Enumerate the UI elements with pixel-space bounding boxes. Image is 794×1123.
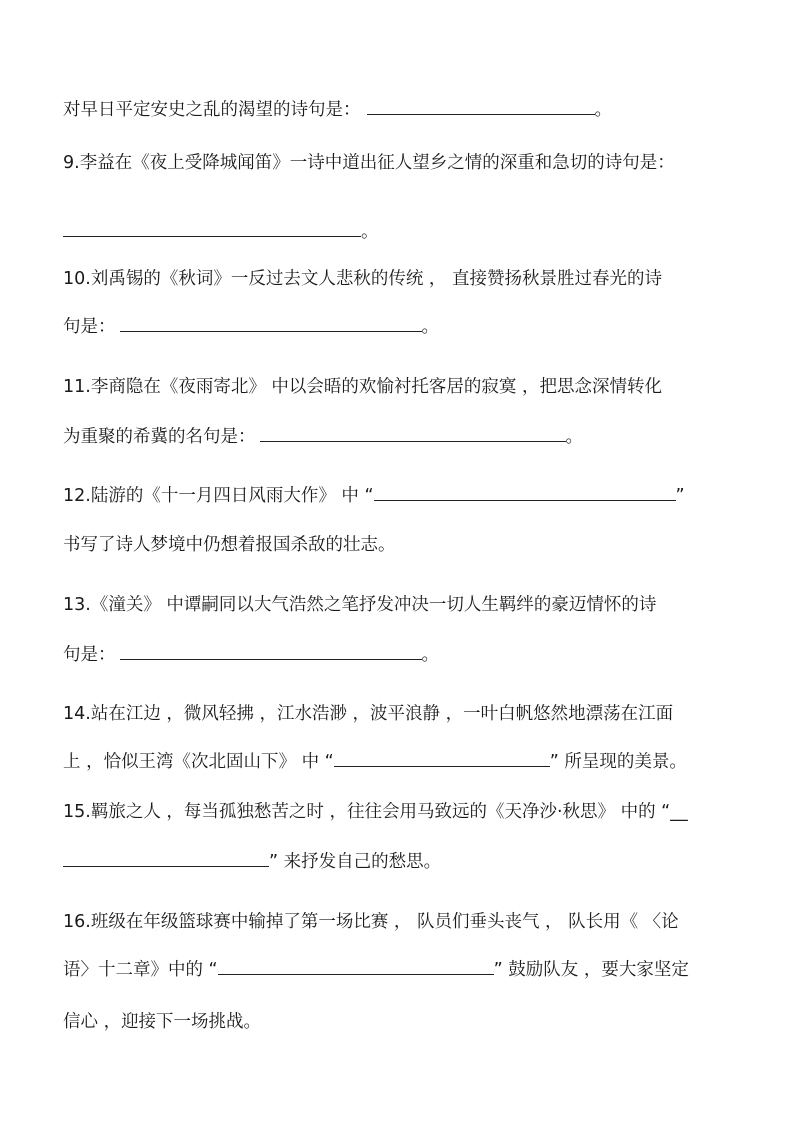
answer-blank[interactable] (334, 752, 550, 767)
question-14-answer-line (63, 750, 687, 774)
line-text-end: 。 (421, 317, 439, 337)
line-text: 15.羁旅之人 ，每当孤独愁苦之时 ，往往会用马致远的《天净沙·秋思》 中的 “__ (63, 802, 688, 822)
line-text-end: ” (675, 486, 685, 506)
line-text: 书写了诗人梦境中仍想着报国杀敌的壮志。 (63, 535, 396, 555)
line-text: 句是： (63, 317, 116, 337)
question-16-answer-line (63, 958, 689, 982)
question-15-answer-line (63, 850, 441, 874)
question-11-text (63, 375, 662, 399)
answer-blank[interactable] (120, 645, 422, 660)
text-line (63, 98, 612, 122)
question-15-text (63, 800, 688, 824)
line-text-end: 。 (565, 427, 583, 447)
question-11-answer-line (63, 425, 583, 449)
line-text-end: ” 鼓励队友 ，要大家坚定 (493, 960, 689, 980)
line-text-end: 。 (594, 100, 612, 120)
question-12-text (63, 484, 685, 508)
line-text: 为重聚的希冀的名句是： (63, 427, 256, 447)
question-9-text (63, 151, 675, 175)
line-text: 11.李商隐在《夜雨寄北》 中以会晤的欢愉衬托客居的寂寞 ，把思念深情转化 (63, 377, 662, 397)
line-text: 14.站在江边 ，微风轻拂 ，江水浩渺 ，波平浪静 ，一叶白帆悠然地漂荡在江面 (63, 704, 674, 724)
answer-blank[interactable] (63, 852, 269, 867)
line-text: 对早日平定安史之乱的渴望的诗句是： (63, 100, 361, 120)
line-text-end: ” 来抒发自己的愁思。 (269, 852, 442, 872)
answer-blank[interactable] (374, 486, 676, 501)
answer-blank[interactable] (367, 100, 595, 115)
question-13-text (63, 593, 656, 617)
line-text: 10.刘禹锡的《秋词》一反过去文人悲秋的传统 ， 直接赞扬秋景胜过春光的诗 (63, 269, 662, 289)
question-10-text (63, 267, 662, 291)
line-text: 9.李益在《夜上受降城闻笛》一诗中道出征人望乡之情的深重和急切的诗句是： (63, 153, 675, 173)
line-text-end: 。 (421, 645, 439, 665)
line-text-end: 。 (361, 222, 379, 242)
answer-blank[interactable] (218, 960, 494, 975)
line-text: 上 ，恰似王湾《次北固山下》 中 “ (63, 752, 334, 772)
line-text-end: ” 所呈现的美景。 (549, 752, 687, 772)
line-text: 信心 ，迎接下一场挑战。 (63, 1012, 262, 1032)
question-14-text (63, 702, 673, 726)
line-text: 13.《潼关》 中谭嗣同以大气浩然之笔抒发冲决一切人生羁绊的豪迈情怀的诗 (63, 595, 657, 615)
answer-blank[interactable] (260, 427, 566, 442)
question-12-text-cont (63, 533, 396, 557)
line-text: 12.陆游的《十一月四日风雨大作》 中 “ (63, 486, 374, 506)
question-16-text (63, 910, 679, 934)
answer-blank[interactable] (120, 317, 422, 332)
question-13-answer-line (63, 643, 439, 667)
question-9-answer-line (63, 220, 379, 244)
question-16-text-cont (63, 1010, 261, 1034)
line-text: 语〉十二章》中的 “ (63, 960, 218, 980)
question-10-answer-line (63, 315, 439, 339)
line-text: 16.班级在年级篮球赛中输掉了第一场比赛 ， 队员们垂头丧气 ， 队长用《 〈论 (63, 912, 679, 932)
answer-blank[interactable] (63, 222, 361, 237)
line-text: 句是： (63, 645, 116, 665)
